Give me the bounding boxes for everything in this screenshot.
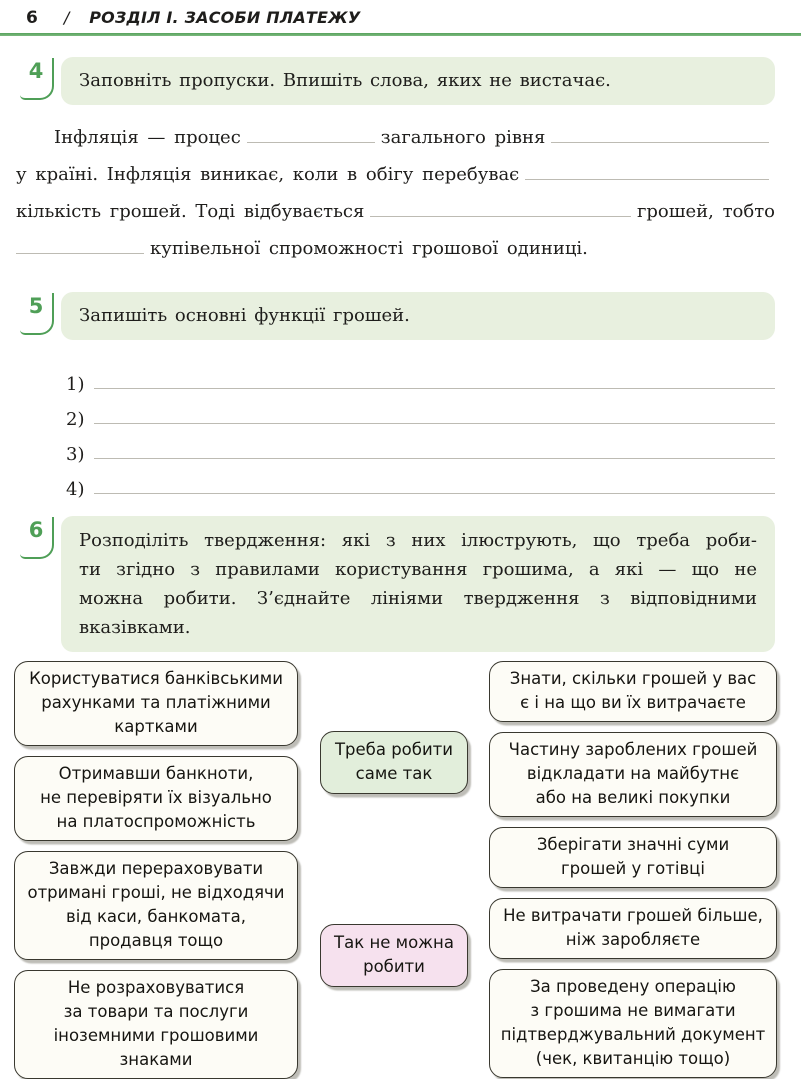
write-line: [94, 458, 775, 459]
paragraph-text: Інфляція — процес: [54, 127, 241, 148]
left-column: [14, 661, 298, 1079]
item-number: 4): [66, 479, 85, 500]
paragraph-line: [16, 230, 775, 267]
write-line-row: [66, 356, 775, 395]
fill-in-blank: [16, 238, 144, 254]
task6-number-badge: [20, 517, 54, 559]
write-line: [94, 388, 775, 389]
header-separator: /: [63, 8, 70, 27]
task-number: 5: [28, 294, 44, 318]
fill-in-blank: [370, 201, 631, 217]
item-number: 2): [66, 409, 85, 430]
fill-in-blank: [525, 164, 769, 180]
instruction-line: Розподіліть твердження: які з них ілюструють, що треба роби-: [79, 530, 757, 551]
statement-card: Завжди перераховувати отримані гроші, не відходячи від каси, банкомата, продавця тощо: [14, 851, 298, 960]
task4-paragraph: [16, 119, 775, 267]
statement-card: Отримавши банкноти, не перевіряти їх візуально на платоспроможність: [14, 756, 298, 841]
item-number: 3): [66, 444, 85, 465]
task5-list: [14, 356, 775, 500]
statement-card: Частину зароблених грошей відкладати на майбутнє або на великі покупки: [489, 732, 777, 817]
page-header: [14, 8, 775, 28]
task5-number-badge: [20, 293, 54, 335]
right-column: [489, 661, 777, 1078]
label-must-not-do: Так не можна робити: [320, 924, 468, 987]
paragraph-line: [16, 119, 775, 156]
middle-column: [320, 661, 468, 987]
instruction-line: вказівками.: [79, 617, 191, 638]
paragraph-line: [16, 156, 775, 193]
chapter-title: РОЗДІЛ І. ЗАСОБИ ПЛАТЕЖУ: [89, 8, 361, 27]
page-number: 6: [26, 8, 38, 28]
write-line-row: [66, 461, 775, 500]
write-line-row: [66, 391, 775, 430]
statement-card: За проведену операцію з грошима не вимагати підтверджувальний документ (чек, квитанцію тощо): [489, 969, 777, 1078]
paragraph-text: купівельної спроможності грошової одиниці.: [150, 238, 588, 259]
task4-instruction: Заповніть пропуски. Впишіть слова, яких не вистачає.: [61, 57, 775, 105]
statement-card: Не витрачати грошей більше, ніж заробляєте: [489, 898, 777, 959]
write-line-row: [66, 426, 775, 465]
matching-section: [14, 661, 775, 1079]
task5-header: [14, 292, 775, 340]
task-number: 6: [28, 518, 44, 542]
instruction-line: можна робити. З’єднайте лініями твердження з відповідними: [79, 588, 757, 609]
item-number: 1): [66, 374, 85, 395]
paragraph-text: загального рівня: [380, 127, 546, 148]
task4-number-badge: [20, 58, 54, 100]
task4-header: [14, 57, 775, 105]
task-number: 4: [28, 59, 44, 83]
task6-header: [14, 516, 775, 652]
fill-in-blank: [551, 127, 769, 143]
write-line: [94, 423, 775, 424]
fill-in-blank: [247, 127, 375, 143]
write-line: [94, 493, 775, 494]
statement-card: Не розраховуватися за товари та послуги іноземними грошовими знаками: [14, 970, 298, 1079]
header-rule: [0, 33, 801, 36]
statement-card: Знати, скільки грошей у вас є і на що ви їх витрачаєте: [489, 661, 777, 722]
paragraph-text: грошей, тобто: [636, 201, 775, 222]
paragraph-text: кількість грошей. Тоді відбувається: [16, 201, 365, 222]
task5-instruction: Запишіть основні функції грошей.: [61, 292, 775, 340]
paragraph-text: у країні. Інфляція виникає, коли в обігу перебуває: [16, 164, 520, 185]
statement-card: Користуватися банківськими рахунками та платіжними картками: [14, 661, 298, 746]
paragraph-line: [16, 193, 775, 230]
statement-card: Зберігати значні суми грошей у готівці: [489, 827, 777, 888]
instruction-line: ти згідно з правилами користування грошима, а які — що не: [79, 559, 757, 580]
task6-instruction: [61, 516, 775, 652]
label-must-do: Треба робити саме так: [320, 731, 468, 794]
